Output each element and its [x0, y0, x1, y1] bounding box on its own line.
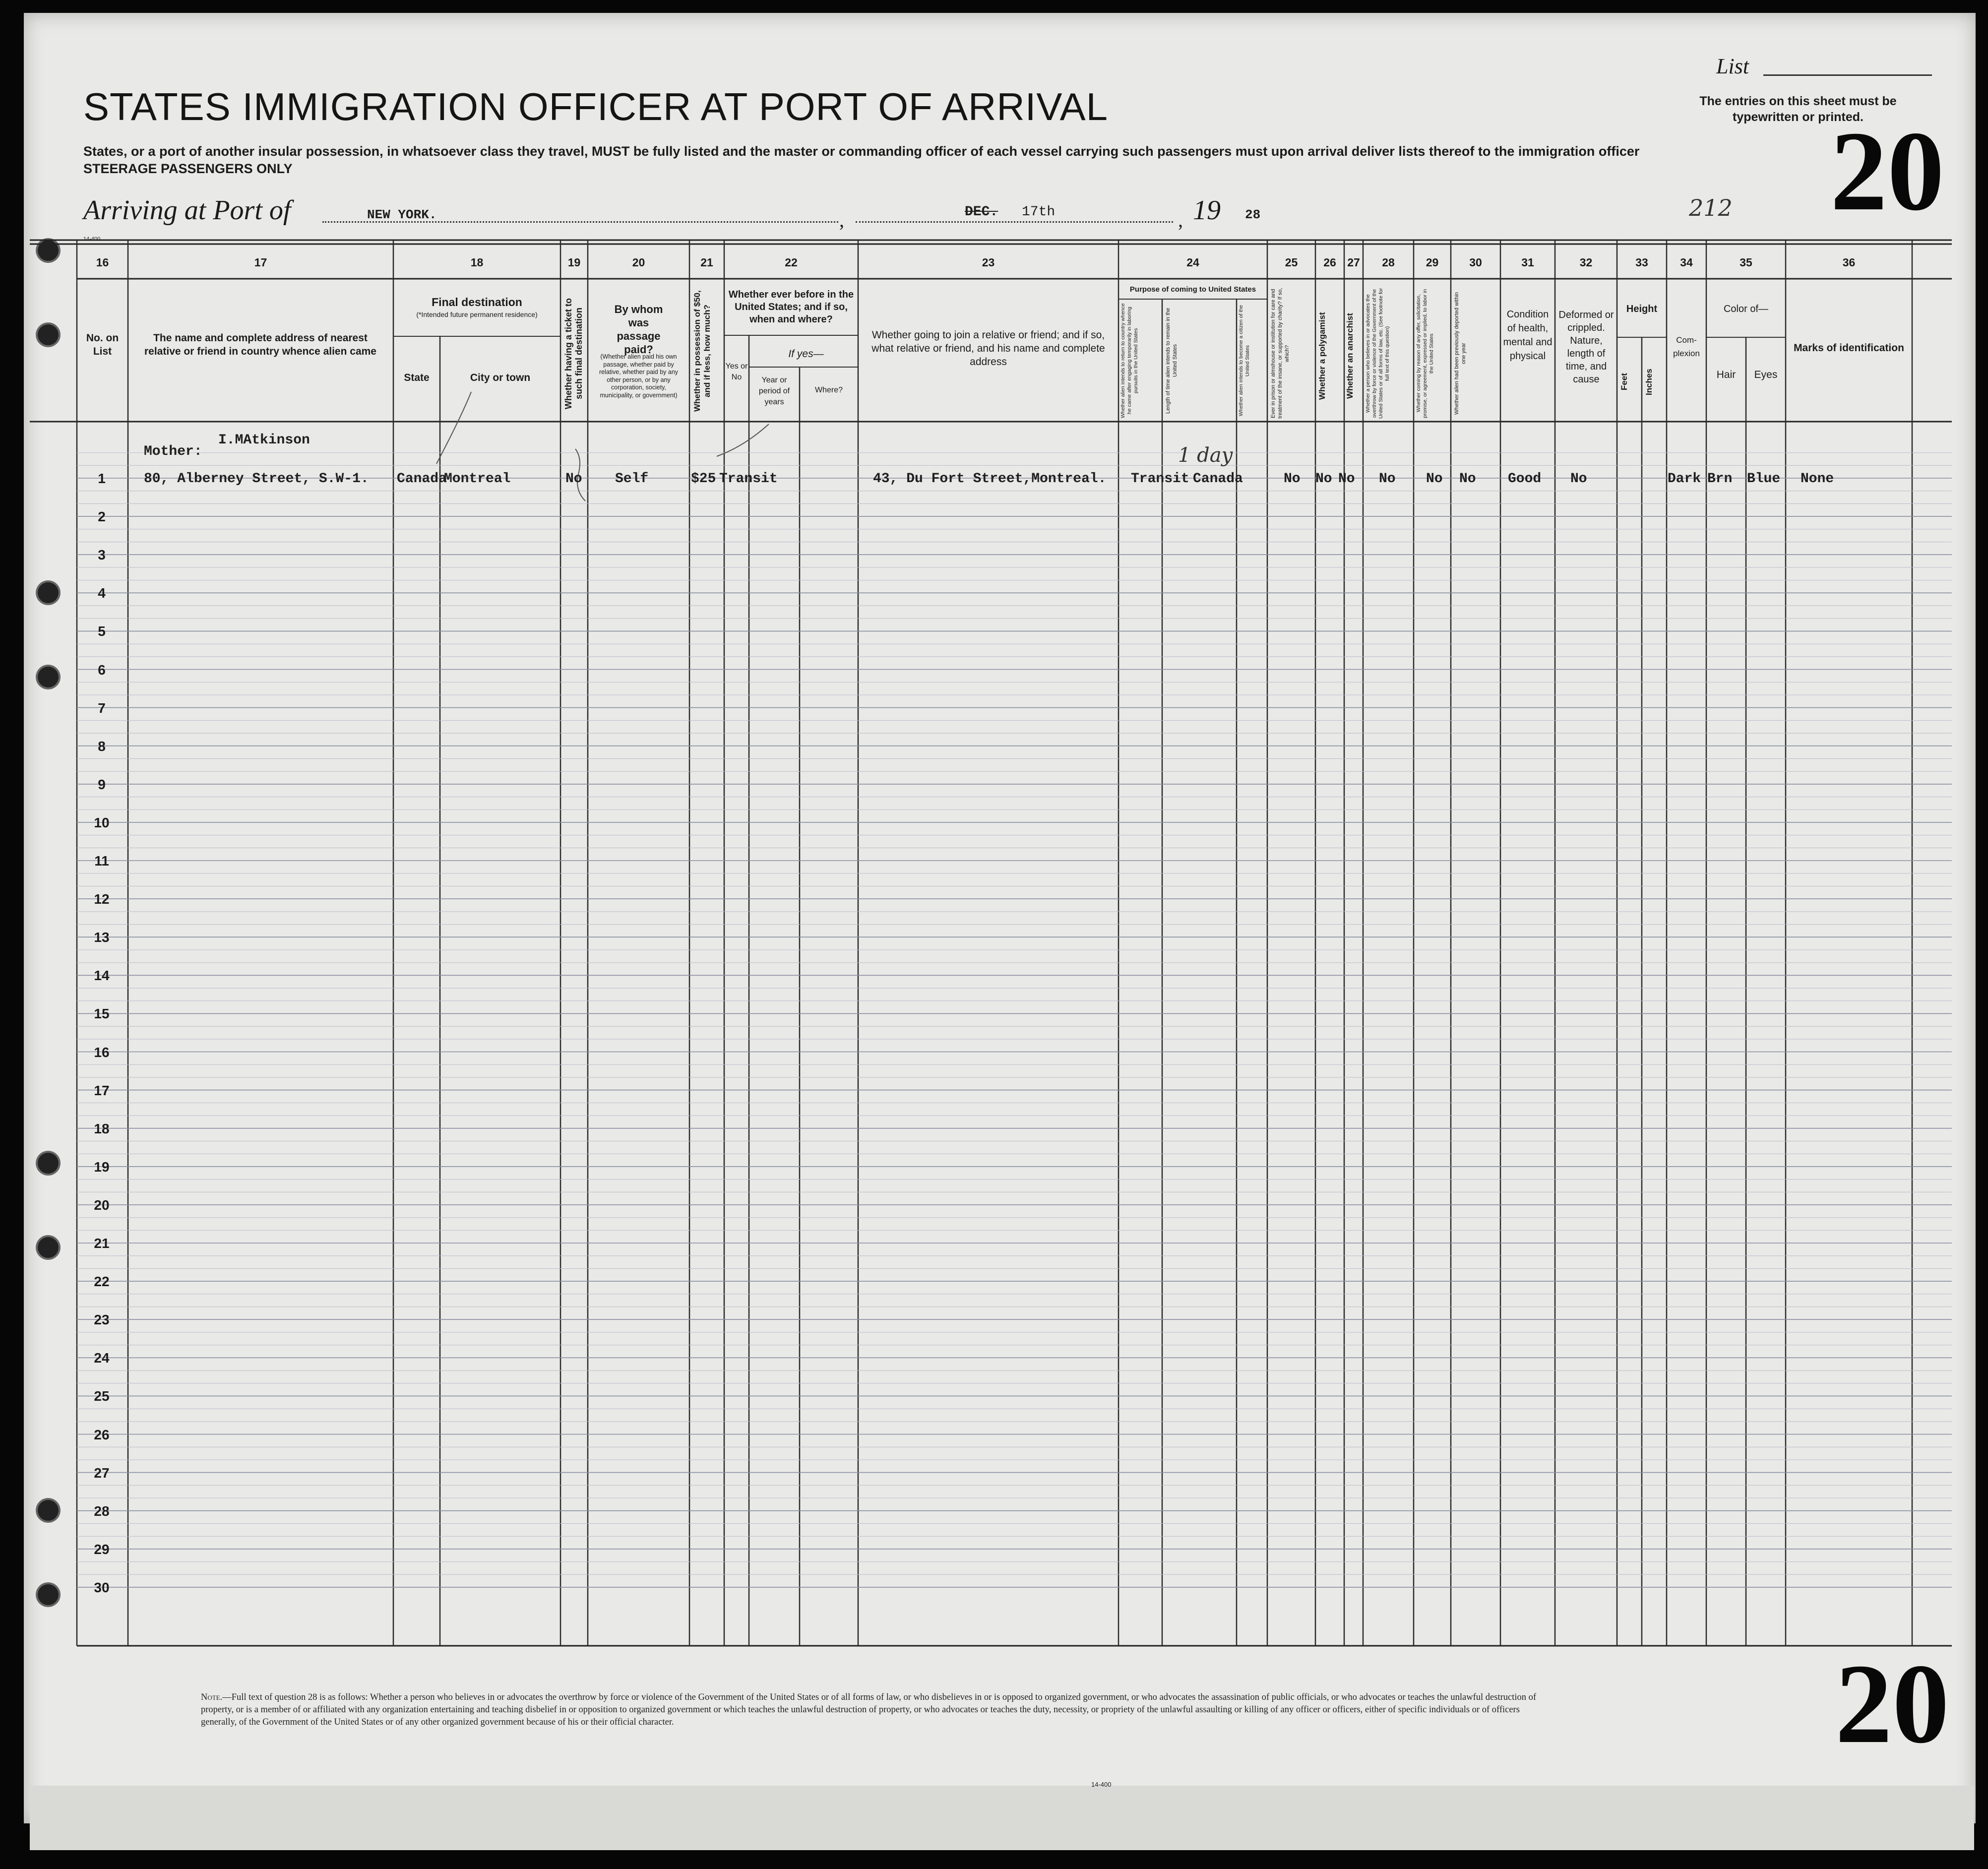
prison-value: No	[1284, 471, 1301, 487]
sheet-number-bottom: 20	[1835, 1640, 1949, 1767]
footnote	[201, 1691, 1550, 1729]
purpose-value: Transit	[1131, 471, 1189, 487]
row-number: 11	[94, 853, 109, 869]
arriving-label: Arriving at Port of	[83, 195, 291, 226]
joining-value: 43, Du Fort Street,Montreal.	[873, 471, 1107, 487]
date-month: DEC.	[965, 204, 998, 220]
row-number: 12	[94, 891, 110, 907]
header-passage-note: (Whether alien paid his own passage, whether paid by relative, whether paid by any other person, or by any corporation, society, municipality, or government)	[599, 353, 679, 399]
form-code: 14-400	[83, 236, 101, 242]
header-purpose: Purpose of coming to United States	[1129, 285, 1256, 294]
header-destination-note: (*Intended future permanent residence)	[416, 311, 538, 318]
comma-sep: ,	[1178, 209, 1183, 231]
row-number: 13	[94, 930, 110, 945]
col-num-22: 22	[785, 256, 798, 269]
col-num-28: 28	[1382, 256, 1395, 269]
length-of-stay-handwritten: 1 day	[1178, 444, 1233, 467]
overthrow-value: No	[1379, 471, 1396, 487]
deformed-value: No	[1570, 471, 1587, 487]
header-money: Whether in possession of $50, and if less, how much?	[692, 290, 712, 412]
row-number: 9	[98, 776, 106, 792]
relative-label: Mother:	[144, 444, 202, 459]
comma-sep: ,	[839, 209, 844, 231]
row-number: 2	[98, 509, 106, 525]
col-num-19: 19	[567, 256, 581, 269]
footnote-form-code: 14-400	[1091, 1781, 1112, 1788]
header-city: City or town	[470, 372, 531, 383]
col-num-34: 34	[1680, 256, 1693, 269]
contract-labor-value: No	[1426, 471, 1443, 487]
row-number: 8	[98, 738, 106, 754]
footnote-text: —Full text of question 28 is as follows: Whether a person who believes in or advocates the overthrow by force or violence of the Government of the United States or of all forms of law, or who disbelieves in or is opposed to organized government, or who advocates the assassination of public officials, or who advocates or teaches the unlawful destruction of property, or is a member of or affiliated with any organization entertaining and teaching disbelief in or opposition to organized government or which teaches the unlawful destruction of property, or who advocates or teaches the duty, necessity, or propriety of the unlawful assaulting or killing of any officer or officers, either of specific individuals or of officers generally, of the Government of the United States or of any other organized government because of his or their official character.	[201, 1692, 1537, 1727]
row-number: 6	[98, 662, 106, 678]
header-if-yes: If yes—	[788, 348, 824, 360]
col-num-18: 18	[470, 256, 484, 269]
header-complexion: Com-plexion	[1673, 335, 1700, 358]
row-number: 3	[98, 547, 106, 563]
col-num-29: 29	[1426, 256, 1439, 269]
col-num-25: 25	[1285, 256, 1298, 269]
col-num-31: 31	[1521, 256, 1534, 269]
row-number: 21	[94, 1236, 110, 1251]
anarchist-value: No	[1338, 471, 1355, 487]
port-value: NEW YORK.	[367, 207, 437, 222]
year-prefix: 19	[1193, 195, 1221, 226]
header-purpose-return: Whether alien intends to return to country whence he came after engaging temporarily in laboring pursuits in the United States	[1120, 303, 1139, 418]
hair-value: Brn	[1707, 471, 1733, 487]
header-prison: Ever in prison or almshouse or institution for care and treatment of the insane, or supported by charity? If so, which?	[1270, 288, 1290, 419]
instruction-line: States, or a port of another insular possession, in whatsoever class they travel, MUST be fully listed and the master or commanding officer of each vessel carrying such passengers must upon arrival deliver lists thereof to the immigration officer	[83, 144, 1640, 159]
row-number: 4	[98, 585, 106, 601]
header-deported: Whether alien had been previously deported within one year	[1454, 292, 1467, 415]
row-number: 20	[94, 1197, 110, 1213]
header-height: Height	[1626, 304, 1658, 314]
col-num-16: 16	[96, 256, 109, 269]
deported-value: No	[1459, 471, 1476, 487]
row-number: 22	[94, 1274, 110, 1290]
ever-before-value: Transit	[719, 471, 778, 487]
row-number: 18	[94, 1121, 110, 1136]
header-eyes: Eyes	[1754, 369, 1778, 380]
row-number: 19	[94, 1159, 110, 1175]
row-number: 14	[94, 968, 110, 984]
page-number: 212	[1689, 194, 1733, 221]
row-number: 15	[94, 1006, 110, 1022]
date-day: 17th	[1022, 204, 1056, 220]
header-overthrow: Whether a person who believes in or advocates the overthrow by force or violence of the Government of the United States or of all forms of law, etc. (See footnote for full text of this question)	[1365, 288, 1390, 419]
header-no-on-list: No. on List	[86, 332, 119, 357]
row-number: 23	[94, 1312, 110, 1328]
header-passage-paid: By whom was passage paid?	[614, 303, 663, 356]
row-number: 28	[94, 1503, 110, 1519]
relative-name: I.MAtkinson	[218, 433, 310, 448]
row-number: 29	[94, 1541, 110, 1557]
header-purpose-citizen: Whether alien intends to become a citizen of the United States	[1238, 305, 1250, 417]
row-number: 30	[94, 1579, 110, 1595]
passage-paid-value: Self	[615, 471, 649, 487]
header-yes-no: Yes or No	[725, 362, 748, 381]
footnote-label: Note.	[201, 1692, 223, 1702]
header-year-period: Year or period of years	[758, 376, 790, 406]
ticket-value: No	[565, 471, 582, 487]
header-ever-before: Whether ever before in the United States; and if so, when and where?	[728, 289, 854, 325]
destination-state: Canada	[397, 471, 447, 487]
col-num-24: 24	[1186, 256, 1199, 269]
col-num-36: 36	[1842, 256, 1856, 269]
col-num-30: 30	[1469, 256, 1482, 269]
row-number: 1	[98, 471, 106, 486]
header-state: State	[404, 372, 430, 383]
header-where: Where?	[814, 386, 843, 394]
row-number: 10	[94, 814, 110, 830]
row-number: 27	[94, 1465, 110, 1481]
col-num-27: 27	[1347, 256, 1360, 269]
year-suffix: 28	[1245, 207, 1261, 222]
purpose-country-value: Canada	[1193, 471, 1243, 487]
header-feet: Feet	[1619, 373, 1629, 391]
col-num-17: 17	[254, 256, 267, 269]
header-joining: Whether going to join a relative or friend; and if so, what relative or friend, and his name and complete address	[871, 329, 1105, 368]
header-ticket: Whether having a ticket to such final destination	[563, 298, 584, 409]
header-relative: The name and complete address of nearest relative or friend in country whence alien came	[144, 332, 376, 357]
health-value: Good	[1508, 471, 1542, 487]
money-value: $25	[691, 471, 716, 487]
header-polygamist: Whether a polygamist	[1317, 312, 1327, 400]
header-marks: Marks of identification	[1794, 342, 1904, 354]
polygamist-value: No	[1315, 471, 1332, 487]
row-number: 7	[98, 700, 106, 716]
row-number: 25	[94, 1388, 110, 1404]
page-title: STATES IMMIGRATION OFFICER AT PORT OF ARRIVAL	[83, 85, 1109, 128]
col-num-35: 35	[1740, 256, 1752, 269]
col-num-21: 21	[700, 256, 713, 269]
header-inches: Inches	[1644, 369, 1654, 395]
header-hair: Hair	[1716, 369, 1736, 380]
header-purpose-length: Length of time alien intends to remain in the United States	[1165, 308, 1178, 414]
col-num-26: 26	[1323, 256, 1336, 269]
row-number: 16	[94, 1044, 110, 1060]
col-num-33: 33	[1635, 256, 1648, 269]
sheet-number-top: 20	[1830, 108, 1944, 234]
steerage-label: STEERAGE PASSENGERS ONLY	[83, 161, 293, 176]
row-number: 17	[94, 1082, 110, 1098]
row-number: 5	[98, 623, 106, 639]
header-contract-labor: Whether coming by reason of any offer, solicitation, promise, or agreement, expressed or implied, to labor in the United States	[1416, 289, 1434, 418]
row-number: 26	[94, 1427, 110, 1442]
header-final-destination: Final destination	[432, 296, 522, 309]
eyes-value: Blue	[1747, 471, 1781, 487]
list-label: List	[1716, 54, 1749, 78]
destination-city: Montreal	[444, 471, 511, 487]
header-deformed: Deformed or crippled. Nature, length of time, and cause	[1558, 310, 1614, 385]
relative-address: 80, Alberney Street, S.W-1.	[144, 471, 369, 487]
header-anarchist: Whether an anarchist	[1345, 313, 1355, 399]
header-health: Condition of health, mental and physical	[1503, 309, 1553, 362]
row-number: 24	[94, 1350, 110, 1366]
complexion-value: Dark	[1668, 471, 1701, 487]
entries-note: The entries on this sheet must be typewritten or printed.	[1699, 94, 1897, 124]
header-color-of: Color of—	[1723, 304, 1769, 314]
col-num-32: 32	[1579, 256, 1593, 269]
marks-value: None	[1801, 471, 1834, 487]
col-num-20: 20	[632, 256, 645, 269]
col-num-23: 23	[982, 256, 995, 269]
